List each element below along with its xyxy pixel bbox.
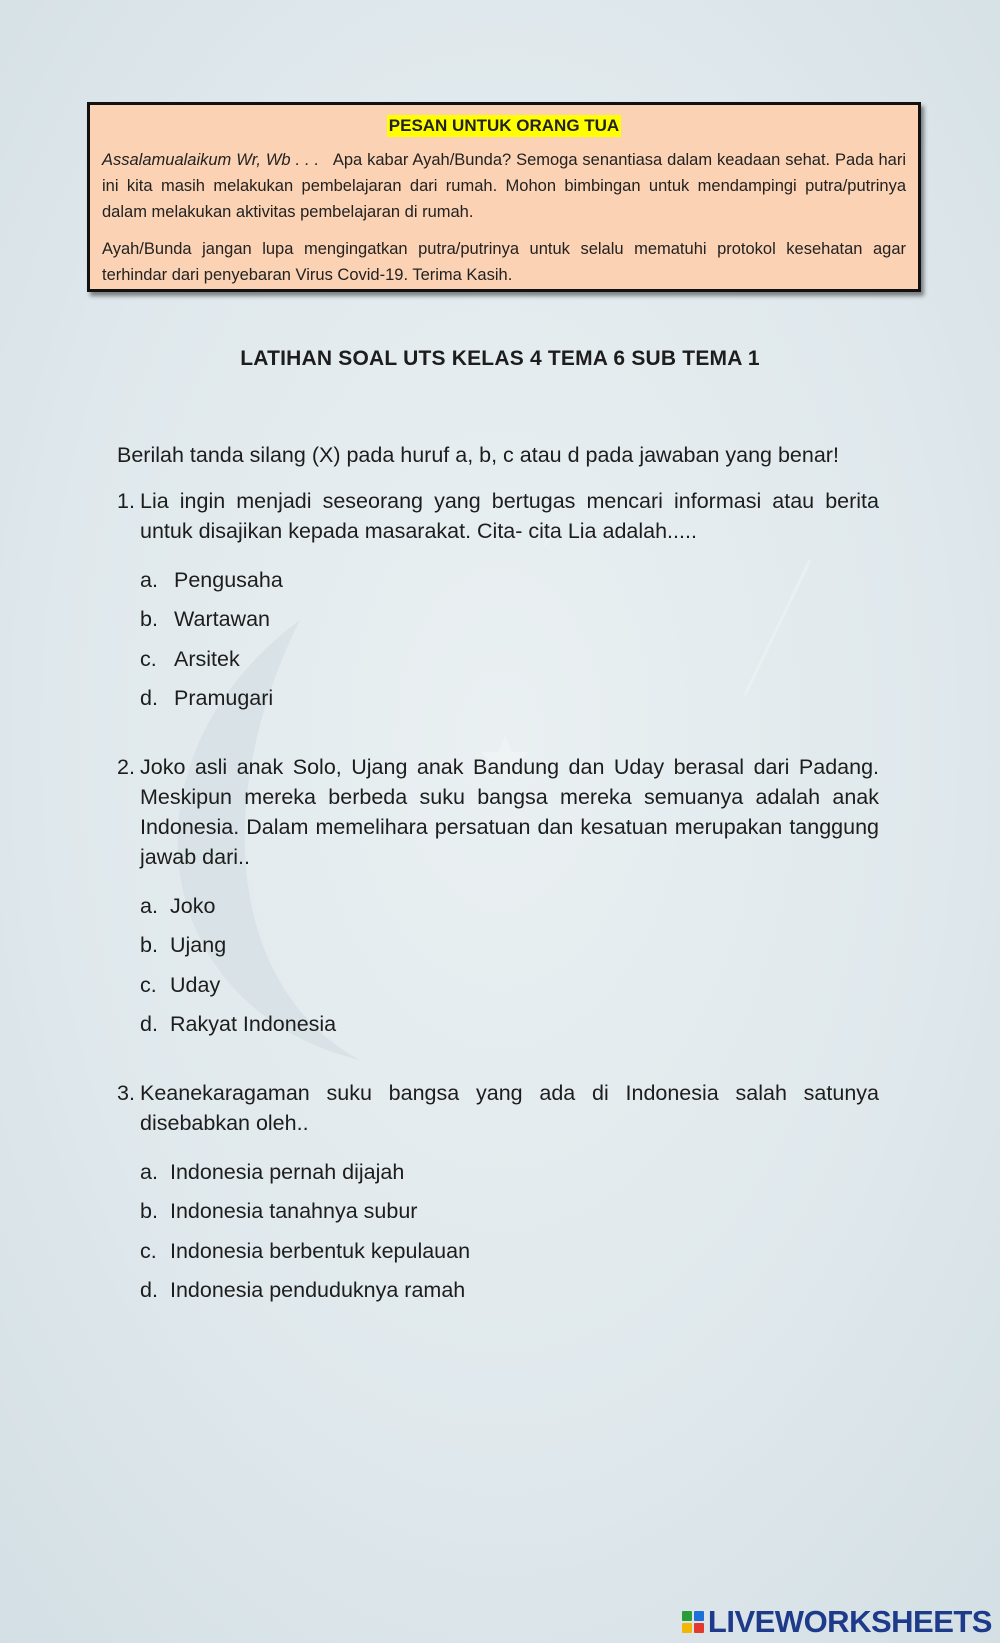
- option-letter: a.: [140, 567, 158, 592]
- option-text: Pramugari: [174, 686, 274, 711]
- answer-option-b[interactable]: [140, 1192, 879, 1232]
- parent-message-box: [87, 102, 921, 292]
- option-text: Rakyat Indonesia: [170, 1012, 337, 1037]
- option-letter: b.: [140, 1199, 158, 1224]
- option-letter: d.: [140, 1012, 158, 1037]
- answer-option-d[interactable]: [140, 1005, 879, 1045]
- question-number: 2.: [117, 755, 135, 779]
- answer-options: [140, 886, 879, 1044]
- option-letter: c.: [140, 972, 157, 997]
- question-3: [117, 1078, 879, 1310]
- question-text: Keanekaragaman suku bangsa yang ada di Indonesia salah satunya disebabkan oleh..: [140, 1081, 879, 1135]
- worksheet-title: LATIHAN SOAL UTS KELAS 4 TEMA 6 SUB TEMA 1: [240, 347, 760, 370]
- option-text: Uday: [170, 972, 221, 997]
- logo-square: [682, 1611, 692, 1621]
- option-text: Pengusaha: [174, 567, 283, 592]
- option-letter: a.: [140, 1159, 158, 1184]
- answer-option-d[interactable]: [140, 679, 879, 719]
- question-number: 3.: [117, 1081, 135, 1105]
- question-number: 1.: [117, 489, 135, 513]
- liveworksheets-logo-icon: [682, 1611, 704, 1633]
- parent-message-greeting: Assalamualaikum Wr, Wb . . .: [102, 151, 320, 169]
- question-text: Lia ingin menjadi seseorang yang bertugas mencari informasi atau berita untuk disajikan kepada masarakat. Cita- cita Lia adalah.....: [140, 489, 879, 543]
- question-1: [117, 486, 879, 718]
- answer-option-d[interactable]: [140, 1271, 879, 1311]
- parent-message-text-1: Apa kabar Ayah/Bunda? Semoga senantiasa dalam keadaan sehat. Pada hari ini kita masih melakukan pembelajaran dari rumah. Mohon bimbingan untuk mendampingi putra/putrinya dalam melakukan aktivitas pembelajaran di rumah.: [102, 151, 906, 221]
- option-text: Indonesia pernah dijajah: [170, 1159, 405, 1184]
- instruction-text: Berilah tanda silang (X) pada huruf a, b, c atau d pada jawaban yang benar!: [117, 443, 839, 467]
- option-text: Wartawan: [174, 607, 270, 632]
- answer-options: [140, 560, 879, 718]
- option-letter: d.: [140, 686, 158, 711]
- answer-option-a[interactable]: [140, 1152, 879, 1192]
- option-text: Indonesia berbentuk kepulauan: [170, 1238, 471, 1263]
- option-letter: c.: [140, 1238, 157, 1263]
- question-2: [117, 752, 879, 1044]
- logo-square: [694, 1611, 704, 1621]
- parent-message-title: PESAN UNTUK ORANG TUA: [388, 116, 620, 135]
- answer-option-c[interactable]: [140, 639, 879, 679]
- parent-message-paragraph-2: Ayah/Bunda jangan lupa mengingatkan putra/putrinya untuk selalu mematuhi protokol kesehatan agar terhindar dari penyebaran Virus Covid-19. Terima Kasih.: [102, 240, 906, 284]
- logo-square: [694, 1623, 704, 1633]
- option-letter: c.: [140, 646, 157, 671]
- option-letter: b.: [140, 607, 158, 632]
- option-text: Indonesia tanahnya subur: [170, 1199, 418, 1224]
- option-letter: d.: [140, 1278, 158, 1303]
- option-text: Arsitek: [174, 646, 240, 671]
- parent-message-paragraph-1: [102, 147, 906, 225]
- answer-option-b[interactable]: [140, 926, 879, 966]
- answer-options: [140, 1152, 879, 1310]
- logo-square: [682, 1623, 692, 1633]
- option-letter: b.: [140, 933, 158, 958]
- answer-option-a[interactable]: [140, 560, 879, 600]
- liveworksheets-logo[interactable]: [682, 1605, 992, 1639]
- answer-option-b[interactable]: [140, 600, 879, 640]
- option-text: Joko: [170, 893, 216, 918]
- option-text: Indonesia penduduknya ramah: [170, 1278, 466, 1303]
- question-text: Joko asli anak Solo, Ujang anak Bandung dan Uday berasal dari Padang. Meskipun mereka berbeda suku bangsa mereka semuanya adalah anak Indonesia. Dalam memelihara persatuan dan kesatuan merupakan tanggung jawab dari..: [140, 755, 879, 869]
- answer-option-a[interactable]: [140, 886, 879, 926]
- answer-option-c[interactable]: [140, 1231, 879, 1271]
- option-letter: a.: [140, 893, 158, 918]
- questions-section: [117, 440, 879, 1310]
- answer-option-c[interactable]: [140, 965, 879, 1005]
- logo-text: LIVEWORKSHEETS: [707, 1604, 992, 1639]
- option-text: Ujang: [170, 933, 227, 958]
